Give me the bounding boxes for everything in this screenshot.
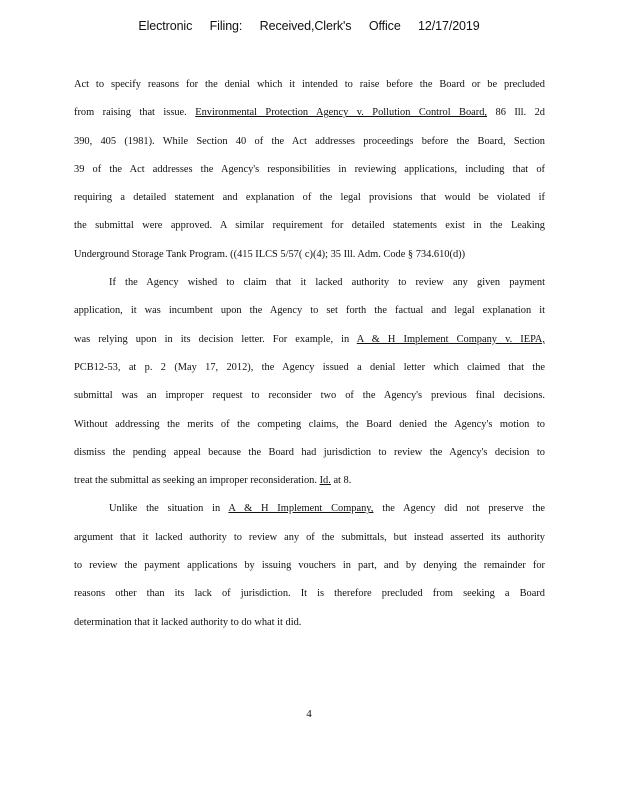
header-electronic: Electronic xyxy=(138,19,193,33)
case-citation-epa-v-pcb: Environmental Protection Agency v. Pollution Control Board, xyxy=(195,107,488,119)
paragraph-1-line-4: 39 of the Act addresses the Agency's responsibilities in reviewing applications, including that of xyxy=(74,163,545,175)
header-date: 12/17/2019 xyxy=(418,19,480,33)
paragraph-2-line-6: Without addressing the merits of the competing claims, the Board denied the Agency's motion to xyxy=(74,418,545,430)
paragraph-1-line-3: 390, 405 (1981). While Section 40 of the Act addresses proceedings before the Board, Section xyxy=(74,135,545,147)
paragraph-1-line-1: Act to specify reasons for the denial which it intended to raise before the Board or be precluded xyxy=(74,79,545,90)
paragraph-2-line-4: PCB12-53, at p. 2 (May 17, 2012), the Agency issued a denial letter which claimed that the xyxy=(74,361,545,373)
page-number: 4 xyxy=(306,708,312,720)
paragraph-3-line-4: reasons other than its lack of jurisdiction. It is therefore precluded from seeking a Board xyxy=(74,588,545,600)
paragraph-1-line-5: requiring a detailed statement and explanation of the legal provisions that would be violated if xyxy=(74,192,545,204)
header-office: Office xyxy=(368,19,401,33)
case-citation-a-h-implement-2: A & H Implement Company, xyxy=(228,503,374,515)
p3-l1-text-a: Unlike the situation in xyxy=(109,503,221,515)
header-filing: Filing: xyxy=(209,19,243,33)
paragraph-1-line-7: Underground Storage Tank Program. ((415 ILCS 5/57( c)(4); 35 Ill. Adm. Code § 734.610(d)) xyxy=(74,248,466,260)
paragraph-2-line-5: submittal was an improper request to reconsider two of the Agency's previous final decisions. xyxy=(74,390,545,402)
p1-l2-text-b: 86 Ill. 2d xyxy=(495,107,545,119)
filing-stamp-header xyxy=(0,19,618,33)
paragraph-2-line-8 xyxy=(74,467,545,495)
p2-l8-text-a: treat the submittal as seeking an improper reconsideration. xyxy=(74,475,317,487)
p1-l2-text-a: from raising that issue. xyxy=(74,107,187,119)
paragraph-3 xyxy=(74,495,545,636)
p2-l3-text-a: was relying upon in its decision letter. For example, in xyxy=(74,333,350,345)
p2-l8-text-b: at 8. xyxy=(333,475,352,487)
header-received: Received,Clerk's xyxy=(259,19,352,33)
paragraph-3-line-2: argument that it lacked authority to review any of the submittals, but instead asserted its authority xyxy=(74,531,545,543)
paragraph-1-line-2 xyxy=(74,99,545,127)
paragraph-1 xyxy=(74,71,545,269)
paragraph-3-line-3: to review the payment applications by issuing vouchers in part, and by denying the remainder for xyxy=(74,560,545,572)
paragraph-3-line-5: determination that it lacked authority to do what it did. xyxy=(74,616,302,628)
paragraph-1-line-6: the submittal were approved. A similar requirement for detailed statements exist in the Leaking xyxy=(74,220,545,232)
paragraph-2-line-7: dismiss the pending appeal because the Board had jurisdiction to review the Agency's decision to xyxy=(74,446,545,458)
paragraph-2-line-1: If the Agency wished to claim that it lacked authority to review any given payment xyxy=(109,277,545,289)
paragraph-3-line-1 xyxy=(74,495,545,523)
case-citation-a-h-implement: A & H Implement Company v. IEPA, xyxy=(356,333,545,345)
document-body xyxy=(74,71,545,637)
paragraph-2-line-2: application, it was incumbent upon the Agency to set forth the factual and legal explanation it xyxy=(74,305,545,317)
citation-id: Id. xyxy=(319,475,331,487)
paragraph-2 xyxy=(74,269,545,495)
p3-l1-text-b: the Agency did not preserve the xyxy=(382,503,546,515)
paragraph-2-line-3 xyxy=(74,326,545,354)
